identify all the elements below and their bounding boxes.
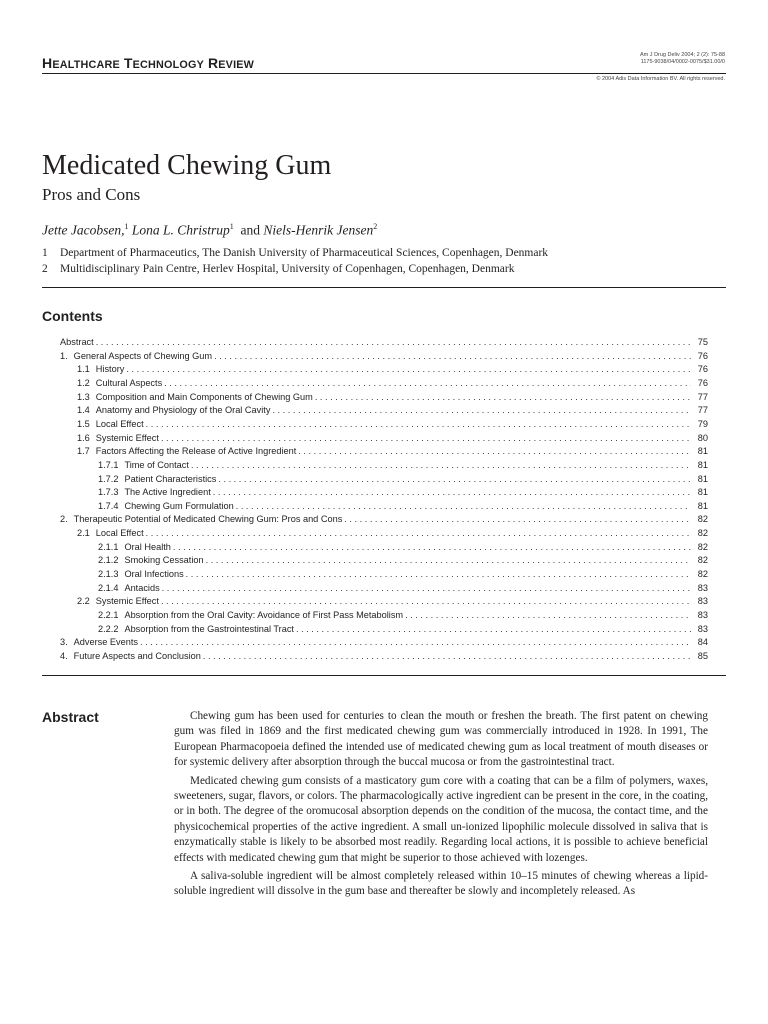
toc-leader-dots [296,623,691,637]
toc-entry-page: 85 [697,650,708,661]
toc-entry-label: Systemic Effect [95,596,159,607]
toc-entry-label: Antacids [124,582,160,593]
toc-leader-dots [315,391,691,405]
toc-entry-label: Local Effect [95,418,144,429]
toc-entry-number: 2.2.1 [98,610,119,620]
abstract-paragraph: Medicated chewing gum consists of a masticatory gum core with a coating that can be a film of polymers, waxes, sweeteners, sugar, flavors, or colors. The pharmacologically active ingredient can be present in the core, in the coating, or in both. The degree of the oromucosal absorption depends on the condition of the mucosa, the contact time, and the physicochemical properties of the active ingredient. A small un-ionized lipophilic molecule dissolved in saliva that is enzymatically stable is likely to be absorbed most readily. Regarding local actions, it is possible to achieve beneficial effects with medicated chewing gum that might be superior to those achieved with lozenges. [174,774,708,864]
toc-entry-number: 1.7.2 [98,473,119,484]
article-title: Medicated Chewing Gum [42,150,332,181]
toc-entry[interactable] [0,445,768,459]
toc-leader-dots [213,486,691,500]
toc-entry-label: Chewing Gum Formulation [124,500,234,511]
toc-leader-dots [218,473,691,487]
toc-entry-label: Absorption from the Oral Cavity: Avoidance of First Pass Metabolism [124,610,404,620]
toc-leader-dots [214,350,691,364]
affiliation-item [42,262,548,278]
toc-entry-label: Absorption from the Gastrointestinal Tract [124,623,294,634]
toc-entry[interactable] [0,554,768,568]
toc-entry-number: 2.1.4 [98,582,119,593]
toc-entry-number: 2.1.1 [98,541,119,552]
toc-leader-dots [186,568,691,582]
copyright-notice: © 2004 Adis Data Information BV. All rights reserved. [596,76,725,82]
toc-entry[interactable] [0,336,768,350]
author-affiliation-mark: 1 [229,222,234,231]
abstract-paragraph: Chewing gum has been used for centuries to clean the mouth or freshen the breath. The first patent on chewing gum was filed in 1869 and the first medicated chewing gum was commercially introduced in 1928. In 1991, The European Pharmacopoeia defined the intended use of medicated chewing gum as local treatment of mouth diseases or for systemic delivery after absorption through the buccal mucosa or from the gastrointestinal tract. [174,710,708,769]
toc-entry-page: 82 [697,528,708,539]
toc-entry-page: 82 [697,541,708,552]
toc-entry-number: 4. [60,650,68,661]
toc-entry-label: Local Effect [95,528,144,539]
affiliation-number: 2 [42,262,48,275]
toc-entry-label: Abstract [60,337,94,347]
toc-entry[interactable] [0,636,768,650]
toc-leader-dots [146,418,691,432]
toc-entry-page: 83 [697,623,708,634]
toc-leader-dots [173,541,691,555]
toc-leader-dots [203,650,691,664]
author-name: Niels-Henrik Jensen [263,222,374,238]
toc-leader-dots [405,609,691,623]
toc-entry[interactable] [0,377,768,391]
toc-entry-number: 2.1.3 [98,569,119,580]
toc-entry-page: 83 [697,596,708,607]
toc-entry-page: 81 [697,487,708,498]
citation-block [640,52,725,66]
toc-entry[interactable] [0,350,768,364]
section-rule [42,287,726,288]
toc-entry[interactable] [0,391,768,405]
toc-entry-label: General Aspects of Chewing Gum [73,350,213,361]
toc-leader-dots [236,500,691,514]
toc-entry[interactable] [0,609,768,623]
toc-entry-label: The Active Ingredient [124,487,211,498]
abstract-body [174,709,708,903]
toc-leader-dots [96,336,691,350]
toc-entry-number: 1.7.4 [98,500,119,511]
toc-entry[interactable] [0,513,768,527]
toc-entry[interactable] [0,541,768,555]
author-name: Jette Jacobsen, [42,222,125,238]
toc-entry[interactable] [0,650,768,664]
toc-entry-number: 2.2.2 [98,623,119,634]
toc-entry-number: 2.2 [77,596,90,607]
author-conjunction: and [240,222,261,238]
toc-entry-number: 2.1 [77,528,90,539]
toc-entry[interactable] [0,473,768,487]
toc-entry-number: 3. [60,637,68,648]
toc-leader-dots [191,459,691,473]
contents-heading: Contents [42,308,103,324]
affiliation-text: Department of Pharmaceutics, The Danish University of Pharmaceutical Sciences, Copenhagen, Denmark [60,247,549,259]
toc-entry-page: 81 [697,459,708,470]
toc-entry-page: 76 [697,364,708,375]
toc-entry-label: Therapeutic Potential of Medicated Chewing Gum: Pros and Cons [73,514,343,525]
toc-leader-dots [162,582,691,596]
toc-entry[interactable] [0,527,768,541]
toc-leader-dots [161,432,691,446]
toc-entry-number: 2. [60,514,68,525]
toc-entry-page: 83 [697,582,708,593]
toc-entry-number: 1.3 [77,391,90,402]
toc-leader-dots [126,363,691,377]
toc-entry-label: Time of Contact [124,459,189,470]
toc-leader-dots [164,377,691,391]
toc-entry-page: 84 [697,637,708,648]
toc-entry-number: 2.1.2 [98,555,119,566]
toc-entry-page: 82 [697,569,708,580]
toc-leader-dots [206,554,691,568]
citation-line-2: 1175-9038/04/0002-0075/$31.00/0 [640,59,725,65]
toc-entry-label: Future Aspects and Conclusion [73,650,201,661]
toc-entry[interactable] [0,500,768,514]
toc-entry[interactable] [0,595,768,609]
toc-entry-number: 1.7.3 [98,487,119,498]
toc-entry[interactable] [0,404,768,418]
toc-entry-page: 83 [697,610,708,620]
toc-entry-page: 80 [697,432,708,443]
toc-entry-label: Adverse Events [73,637,139,648]
toc-entry-page: 77 [697,391,708,402]
toc-entry-page: 77 [697,405,708,416]
toc-entry[interactable] [0,623,768,637]
affiliation-text: Multidisciplinary Pain Centre, Herlev Hospital, University of Copenhagen, Copenhagen, Denmark [60,262,515,275]
toc-entry-label: Systemic Effect [95,432,159,443]
section-rule [42,675,726,676]
toc-entry-number: 1.2 [77,377,90,388]
toc-leader-dots [272,404,691,418]
toc-entry-label: Oral Health [124,541,171,552]
author-list [42,222,377,239]
header-rule [42,73,726,74]
affiliation-item [42,246,548,262]
toc-entry-label: Cultural Aspects [95,377,163,388]
author-name: Lona L. Christrup [131,222,230,238]
toc-entry[interactable] [0,363,768,377]
toc-entry-page: 82 [697,514,708,525]
toc-entry-page: 81 [697,446,708,457]
affiliation-list [42,246,548,277]
abstract-heading: Abstract [42,709,99,725]
toc-entry-number: 1.7 [77,446,90,457]
affiliation-number: 1 [42,247,48,259]
citation-line-1: Am J Drug Deliv 2004; 2 (2): 75-88 [640,52,725,58]
toc-entry[interactable] [0,568,768,582]
toc-entry-label: Oral Infections [124,569,184,580]
toc-entry-page: 81 [697,473,708,484]
toc-entry[interactable] [0,459,768,473]
toc-entry-page: 81 [697,500,708,511]
toc-entry-page: 79 [697,418,708,429]
toc-entry-number: 1.4 [77,405,90,416]
toc-leader-dots [298,445,691,459]
toc-entry-number: 1.1 [77,364,90,375]
abstract-paragraph: A saliva-soluble ingredient will be almost completely released within 10–15 minutes of chewing whereas a lipid-soluble ingredient will dissolve in the gum base and thereafter be slowly and incompletely released. As [174,870,708,898]
toc-entry-label: Anatomy and Physiology of the Oral Cavity [95,405,271,416]
toc-entry-page: 76 [697,350,708,361]
toc-entry[interactable] [0,418,768,432]
author-affiliation-mark: 1 [124,222,129,231]
toc-leader-dots [344,513,691,527]
toc-entry-number: 1.5 [77,418,90,429]
journal-name: HEALTHCARE TECHNOLOGY REVIEW [42,55,255,71]
toc-entry[interactable] [0,486,768,500]
toc-entry-page: 76 [697,377,708,388]
toc-entry[interactable] [0,432,768,446]
toc-entry[interactable] [0,582,768,596]
toc-entry-label: Composition and Main Components of Chewing Gum [95,391,313,402]
toc-leader-dots [161,595,691,609]
toc-entry-number: 1.6 [77,432,90,443]
toc-leader-dots [140,636,691,650]
toc-entry-page: 75 [697,337,708,347]
toc-entry-label: Factors Affecting the Release of Active Ingredient [95,446,297,457]
author-affiliation-mark: 2 [373,222,378,231]
toc-entry-number: 1. [60,350,68,361]
toc-entry-number: 1.7.1 [98,459,119,470]
toc-leader-dots [146,527,691,541]
toc-entry-label: History [95,364,125,375]
toc-entry-label: Smoking Cessation [124,555,204,566]
toc-entry-page: 82 [697,555,708,566]
article-subtitle: Pros and Cons [42,185,141,204]
toc-entry-label: Patient Characteristics [124,473,217,484]
